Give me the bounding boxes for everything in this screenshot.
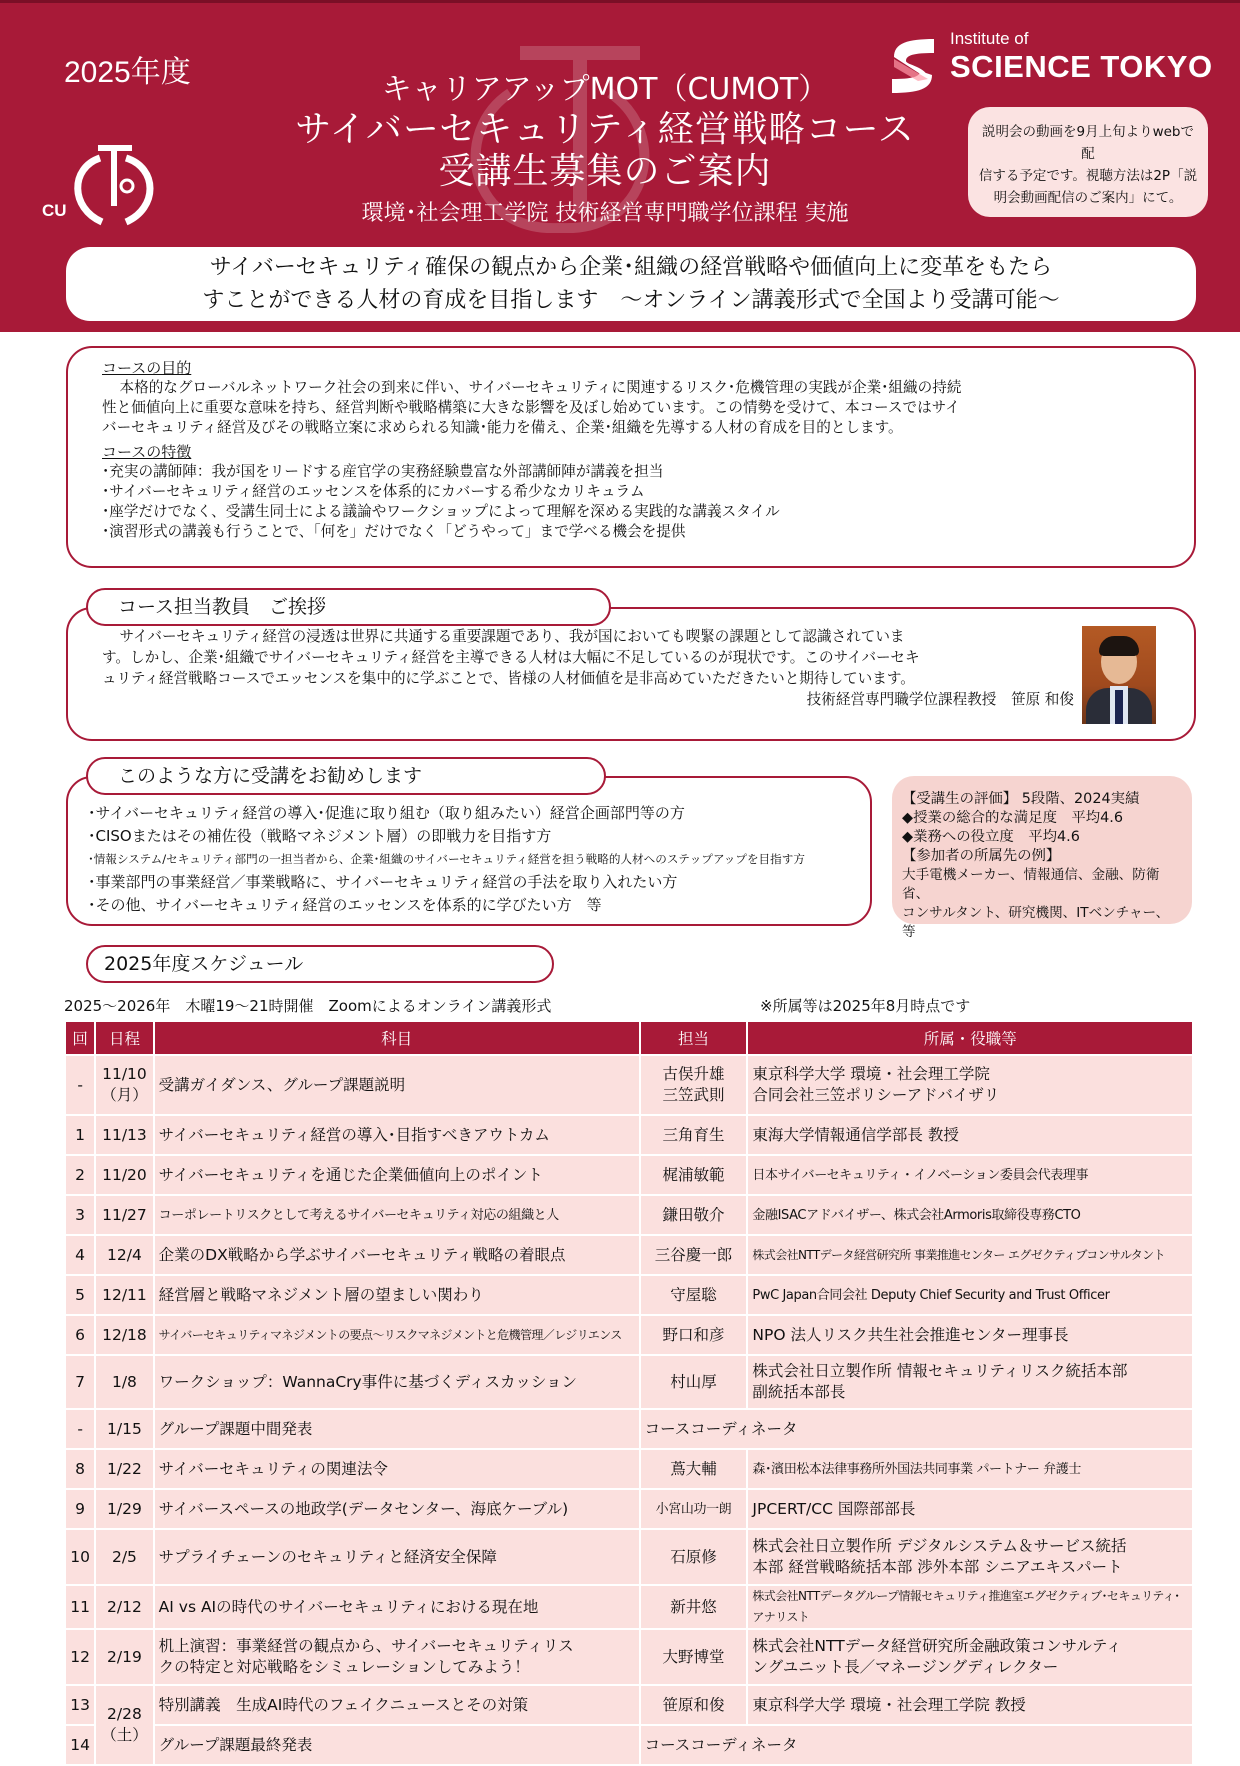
row-subject: 企業のDX戦略から学ぶサイバーセキュリティ戦略の着眼点 bbox=[155, 1236, 639, 1274]
science-tokyo-label: SCIENCE TOKYO bbox=[950, 49, 1213, 84]
row-no: - bbox=[66, 1056, 94, 1114]
row-no: 12 bbox=[66, 1630, 94, 1684]
col-affiliation: 所属・役職等 bbox=[748, 1022, 1192, 1054]
row-subject: 経営層と戦略マネジメント層の望ましい関わり bbox=[155, 1276, 639, 1314]
academic-year: 2025年度 bbox=[64, 56, 191, 89]
row-affiliation: 東京科学大学 環境・社会理工学院 教授 bbox=[748, 1686, 1192, 1724]
date: 2/28 bbox=[107, 1705, 142, 1723]
row-subject: サイバーセキュリティ経営の導入･目指すべきアウトカム bbox=[155, 1116, 639, 1154]
video-notice bbox=[968, 107, 1208, 217]
features-heading: コースの特徴 bbox=[102, 443, 192, 461]
row-date: 2/19 bbox=[96, 1630, 152, 1684]
row-lecturer: 梶浦敏範 bbox=[641, 1156, 747, 1194]
evaluation-title: 【受講生の評価】 5段階、2024実績 bbox=[902, 791, 1140, 807]
row-subject: グループ課題中間発表 bbox=[155, 1410, 639, 1448]
row-affiliation: 東海大学情報通信学部長 教授 bbox=[748, 1116, 1192, 1154]
row-affiliation: 金融ISACアドバイザー、株式会社Armoris取締役専務CTO bbox=[748, 1196, 1192, 1234]
greeting-heading: コース担当教員 ご挨拶 bbox=[86, 588, 611, 626]
participants-title: 【参加者の所属先の例】 bbox=[902, 848, 1061, 864]
row-no: 11 bbox=[66, 1586, 94, 1628]
affiliation: 東京科学大学 環境・社会理工学院 bbox=[752, 1065, 990, 1083]
affiliation: 株式会社日立製作所 デジタルシステム＆サービス統括 bbox=[752, 1537, 1127, 1555]
row-affiliation: 日本サイバーセキュリティ・イノベーション委員会代表理事 bbox=[748, 1156, 1192, 1194]
row-lecturer: 新井悠 bbox=[641, 1586, 747, 1628]
table-row bbox=[66, 1356, 1192, 1408]
row-lecturer: 野口和彦 bbox=[641, 1316, 747, 1354]
row-lecturer: 笹原和俊 bbox=[641, 1686, 747, 1724]
table-header-row bbox=[66, 1022, 1192, 1054]
table-row bbox=[66, 1196, 1192, 1234]
row-affiliation: JPCERT/CC 国際部部長 bbox=[748, 1490, 1192, 1528]
table-row bbox=[66, 1686, 1192, 1724]
recommend-box bbox=[66, 776, 872, 926]
notice-line: 信する予定です。視聴方法は2P「説 bbox=[978, 168, 1198, 184]
row-subject: サイバーセキュリティを通じた企業価値向上のポイント bbox=[155, 1156, 639, 1194]
svg-text:CU: CU bbox=[42, 201, 67, 220]
affiliation: 本部 経営戦略統括本部 渉外本部 シニアエキスパート bbox=[752, 1558, 1123, 1576]
col-no: 回 bbox=[66, 1022, 94, 1054]
title-program: キャリアアップMOT（CUMOT） bbox=[381, 72, 829, 107]
recommend-item: ･サイバーセキュリティ経営の導入･促進に取り組む（取り組みたい）経営企画部門等の方 bbox=[88, 804, 685, 822]
table-row bbox=[66, 1586, 1192, 1628]
photo-tie bbox=[1115, 690, 1123, 724]
table-row bbox=[66, 1630, 1192, 1684]
table-row bbox=[66, 1410, 1192, 1448]
col-subject: 科目 bbox=[155, 1022, 639, 1054]
lecturer: 三笠武則 bbox=[662, 1086, 725, 1104]
greeting-line: サイバーセキュリティ経営の浸透は世界に共通する重要課題であり、我が国においても喫緊の課題として認識されていま bbox=[119, 628, 905, 645]
title-block bbox=[250, 71, 960, 231]
row-lecturer: 守屋聡 bbox=[641, 1276, 747, 1314]
notice-line: 明会動画配信のご案内」にて。 bbox=[993, 190, 1183, 206]
science-tokyo-logo bbox=[888, 29, 1218, 99]
row-subject: AI vs AIの時代のサイバーセキュリティにおける現在地 bbox=[155, 1586, 639, 1628]
row-affiliation bbox=[748, 1630, 1192, 1684]
greeting-signature: 技術経営専門職学位課程教授 笹原 和俊 bbox=[806, 691, 1074, 708]
table-row bbox=[66, 1450, 1192, 1488]
recommend-item: ･事業部門の事業経営／事業戦略に、サイバーセキュリティ経営の手法を取り入れたい方 bbox=[88, 873, 678, 891]
row-date: 2/12 bbox=[96, 1586, 152, 1628]
date: 11/10 bbox=[102, 1065, 147, 1083]
recommend-item: ･CISOまたはその補佐役（戦略マネジメント層）の即戦力を目指す方 bbox=[88, 827, 552, 845]
professor-photo bbox=[1082, 626, 1156, 724]
row-no: 5 bbox=[66, 1276, 94, 1314]
schedule-table bbox=[64, 1020, 1194, 1766]
table-row bbox=[66, 1490, 1192, 1528]
row-affiliation bbox=[748, 1356, 1192, 1408]
row-subject bbox=[155, 1630, 639, 1684]
photo-hair bbox=[1099, 636, 1139, 656]
row-date: 11/13 bbox=[96, 1116, 152, 1154]
row-affiliation: 株式会社NTTデータ経営研究所 事業推進センター エグゼクティブコンサルタント bbox=[748, 1236, 1192, 1274]
table-row bbox=[66, 1726, 1192, 1764]
table-row bbox=[66, 1056, 1192, 1114]
row-no: 2 bbox=[66, 1156, 94, 1194]
table-row bbox=[66, 1530, 1192, 1584]
subject: 机上演習：事業経営の観点から、サイバーセキュリティリス bbox=[158, 1637, 574, 1655]
row-lecturer: 大野博堂 bbox=[641, 1630, 747, 1684]
title-department: 環境･社会理工学院 技術経営専門職学位課程 実施 bbox=[361, 201, 849, 226]
table-row bbox=[66, 1316, 1192, 1354]
row-lecturer: 鎌田敬介 bbox=[641, 1196, 747, 1234]
row-no: 9 bbox=[66, 1490, 94, 1528]
row-no: 4 bbox=[66, 1236, 94, 1274]
row-date: 1/8 bbox=[96, 1356, 152, 1408]
row-affiliation: 株式会社NTTデータグループ情報セキュリティ推進室エグゼクティブ･セキュリティ･アナリスト bbox=[748, 1586, 1192, 1628]
affiliation: 副統括本部長 bbox=[752, 1383, 846, 1401]
recommend-heading: このような方に受講をお勧めします bbox=[86, 757, 606, 795]
row-no: 14 bbox=[66, 1726, 94, 1764]
col-date: 日程 bbox=[96, 1022, 152, 1054]
row-subject: サプライチェーンのセキュリティと経済安全保障 bbox=[155, 1530, 639, 1584]
row-no: 1 bbox=[66, 1116, 94, 1154]
row-subject: ワークショップ：WannaCry事件に基づくディスカッション bbox=[155, 1356, 639, 1408]
row-lecturer: 蔦大輔 bbox=[641, 1450, 747, 1488]
recommend-item: ･情報システム/セキュリティ部門の一担当者から、企業･組織のサイバーセキュリティ経営を担う戦略的人材へのステップアップを目指す方 bbox=[88, 852, 805, 866]
title-course: サイバーセキュリティ経営戦略コース bbox=[295, 109, 915, 150]
participants-line: コンサルタント、研究機関、ITベンチャー、等 bbox=[902, 905, 1170, 940]
row-coordinator: コースコーディネータ bbox=[641, 1410, 1192, 1448]
row-lecturer: 三谷慶一郎 bbox=[641, 1236, 747, 1274]
feature-item: ･座学だけでなく、受講生同士による議論やワークショップによって理解を深める実践的な講義スタイル bbox=[102, 503, 780, 520]
row-no: 6 bbox=[66, 1316, 94, 1354]
purpose-line: 本格的なグローバルネットワーク社会の到来に伴い、サイバーセキュリティに関連するリスク･危機管理の実践が企業･組織の持続 bbox=[119, 379, 962, 396]
feature-item: ･サイバーセキュリティ経営のエッセンスを体系的にカバーする希少なカリキュラム bbox=[102, 483, 645, 500]
course-purpose-box bbox=[66, 346, 1196, 568]
schedule-heading: 2025年度スケジュール bbox=[86, 945, 554, 983]
tagline-line: すことができる人材の育成を目指します ～オンライン講義形式で全国より受講可能～ bbox=[202, 288, 1060, 313]
row-subject: グループ課題最終発表 bbox=[155, 1726, 639, 1764]
row-date: 12/18 bbox=[96, 1316, 152, 1354]
row-subject: 受講ガイダンス、グループ課題説明 bbox=[155, 1056, 639, 1114]
row-lecturer bbox=[641, 1056, 747, 1114]
affiliation: ングユニット長／マネージングディレクター bbox=[752, 1658, 1059, 1676]
row-lecturer: 三角育生 bbox=[641, 1116, 747, 1154]
table-row bbox=[66, 1236, 1192, 1274]
row-affiliation bbox=[748, 1530, 1192, 1584]
affiliation: 株式会社NTTデータ経営研究所金融政策コンサルティ bbox=[752, 1637, 1122, 1655]
row-date: 1/15 bbox=[96, 1410, 152, 1448]
affiliation: 合同会社三笠ポリシーアドバイザリ bbox=[752, 1086, 1000, 1104]
row-coordinator: コースコーディネータ bbox=[641, 1726, 1192, 1764]
row-subject: コーポレートリスクとして考えるサイバーセキュリティ対応の組織と人 bbox=[155, 1196, 639, 1234]
table-row bbox=[66, 1156, 1192, 1194]
row-subject: サイバースペースの地政学(データセンター、海底ケーブル) bbox=[155, 1490, 639, 1528]
table-row bbox=[66, 1276, 1192, 1314]
row-affiliation: 森･濱田松本法律事務所外国法共同事業 パートナー 弁護士 bbox=[748, 1450, 1192, 1488]
row-date: 12/4 bbox=[96, 1236, 152, 1274]
schedule-format: 2025～2026年 木曜19～21時開催 Zoomによるオンライン講義形式 bbox=[64, 997, 552, 1015]
row-no: 3 bbox=[66, 1196, 94, 1234]
weekday: （月） bbox=[101, 1086, 148, 1104]
schedule-note: ※所属等は2025年8月時点です bbox=[760, 997, 971, 1015]
evaluation-box bbox=[892, 776, 1192, 940]
greeting-box bbox=[66, 607, 1196, 741]
row-no: 8 bbox=[66, 1450, 94, 1488]
evaluation-usefulness: ◆業務への役立度 平均4.6 bbox=[902, 829, 1080, 845]
schedule-meta bbox=[64, 996, 1194, 1016]
row-lecturer: 小宮山功一朗 bbox=[641, 1490, 747, 1528]
purpose-text bbox=[102, 378, 1160, 438]
weekday: （土） bbox=[101, 1726, 148, 1744]
row-subject: サイバーセキュリティの関連法令 bbox=[155, 1450, 639, 1488]
row-date bbox=[96, 1056, 152, 1114]
row-date: 12/11 bbox=[96, 1276, 152, 1314]
row-no: - bbox=[66, 1410, 94, 1448]
recommend-item: ･その他、サイバーセキュリティ経営のエッセンスを体系的に学びたい方 等 bbox=[88, 896, 602, 914]
cumot-logo-icon bbox=[40, 128, 170, 228]
row-affiliation: PwC Japan合同会社 Deputy Chief Security and Trust Officer bbox=[748, 1276, 1192, 1314]
tagline-line: サイバーセキュリティ確保の観点から企業･組織の経営戦略や価値向上に変革をもたら bbox=[209, 255, 1053, 280]
purpose-line: バーセキュリティ経営及びその戦略立案に求められる知識･能力を備え、企業･組織を先導する人材の育成を目的とします。 bbox=[102, 419, 903, 436]
row-lecturer: 石原修 bbox=[641, 1530, 747, 1584]
row-lecturer: 村山厚 bbox=[641, 1356, 747, 1408]
subject: クの特定と対応戦略をシミュレーションしてみよう！ bbox=[158, 1658, 530, 1676]
row-date bbox=[96, 1686, 152, 1764]
row-subject: 特別講義 生成AI時代のフェイクニュースとその対策 bbox=[155, 1686, 639, 1724]
greeting-text bbox=[102, 626, 1074, 689]
row-no: 10 bbox=[66, 1530, 94, 1584]
col-lecturer: 担当 bbox=[641, 1022, 747, 1054]
science-tokyo-mark-icon bbox=[888, 35, 938, 95]
title-recruitment: 受講生募集のご案内 bbox=[438, 151, 772, 192]
row-affiliation: NPO 法人リスク共生社会推進センター理事長 bbox=[748, 1316, 1192, 1354]
table-row bbox=[66, 1116, 1192, 1154]
header-banner bbox=[0, 0, 1240, 332]
institute-of-label: Institute of bbox=[950, 29, 1029, 48]
row-subject: サイバーセキュリティマネジメントの要点～リスクマネジメントと危機管理／レジリエンス bbox=[155, 1316, 639, 1354]
greeting-line: ュリティ経営戦略コースでエッセンスを集中的に学ぶことで、皆様の人材価値を是非高めていただきたいと期待しています。 bbox=[102, 670, 915, 687]
purpose-heading: コースの目的 bbox=[102, 359, 192, 377]
purpose-line: 性と価値向上に重要な意味を持ち、経営判断や戦略構築に大きな影響を及ぼし始めています。この情勢を受けて、本コースではサイ bbox=[102, 399, 960, 416]
affiliation: 株式会社日立製作所 情報セキュリティリスク統括本部 bbox=[752, 1362, 1128, 1380]
row-affiliation bbox=[748, 1056, 1192, 1114]
row-date: 11/27 bbox=[96, 1196, 152, 1234]
row-date: 1/22 bbox=[96, 1450, 152, 1488]
feature-item: ･演習形式の講義も行うことで、「何を」だけでなく「どうやって」まで学べる機会を提供 bbox=[102, 523, 686, 540]
feature-item: ･充実の講師陣：我が国をリードする産官学の実務経験豊富な外部講師陣が講義を担当 bbox=[102, 463, 664, 480]
row-date: 11/20 bbox=[96, 1156, 152, 1194]
tagline bbox=[66, 247, 1196, 321]
row-no: 7 bbox=[66, 1356, 94, 1408]
notice-line: 説明会の動画を9月上旬よりwebで配 bbox=[981, 124, 1194, 162]
row-date: 2/5 bbox=[96, 1530, 152, 1584]
row-date: 1/29 bbox=[96, 1490, 152, 1528]
row-no: 13 bbox=[66, 1686, 94, 1724]
evaluation-satisfaction: ◆授業の総合的な満足度 平均4.6 bbox=[902, 810, 1124, 826]
lecturer: 古俣升雄 bbox=[662, 1065, 725, 1083]
greeting-line: す。しかし、企業･組織でサイバーセキュリティ経営を主導できる人材は大幅に不足しているのが現状です。このサイバーセキ bbox=[102, 649, 920, 666]
participants-line: 大手電機メーカー、情報通信、金融、防衛省、 bbox=[902, 867, 1160, 902]
